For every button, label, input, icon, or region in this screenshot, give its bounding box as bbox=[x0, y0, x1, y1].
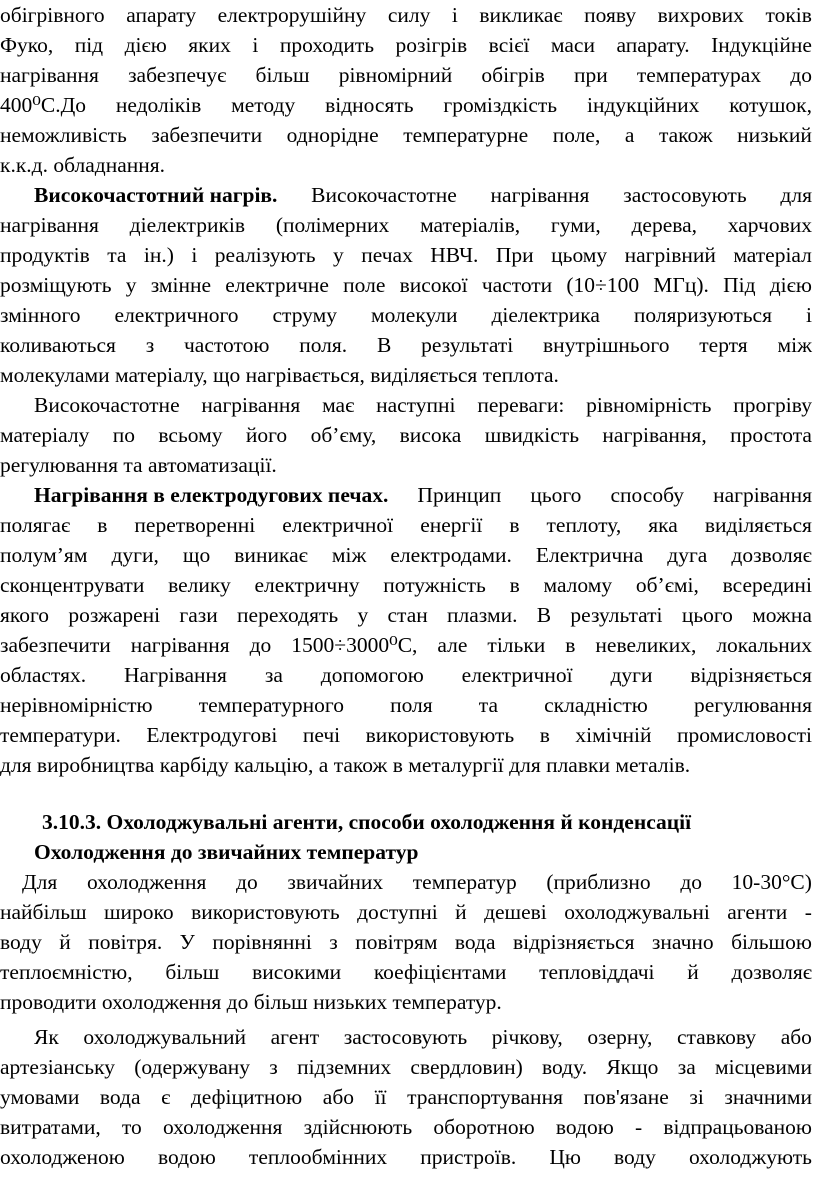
word: неможливість bbox=[0, 123, 127, 147]
text-line bbox=[0, 330, 812, 360]
word: охолодження bbox=[86, 870, 207, 894]
word: нагрівання bbox=[713, 483, 812, 507]
word: оборотною bbox=[433, 1115, 535, 1139]
word: нагрівання bbox=[0, 213, 99, 237]
word: її bbox=[374, 1085, 387, 1109]
word: Цю bbox=[549, 1145, 581, 1169]
word: застосовують bbox=[343, 1025, 468, 1049]
word: швидкість bbox=[484, 423, 580, 447]
word: що bbox=[182, 543, 211, 567]
word: з bbox=[329, 930, 338, 954]
text-line bbox=[0, 897, 812, 927]
word: дуга bbox=[667, 543, 708, 567]
text-line bbox=[0, 210, 812, 240]
text-line bbox=[0, 927, 812, 957]
word: складністю bbox=[544, 693, 648, 717]
word: температурах bbox=[636, 63, 762, 87]
word: виникає bbox=[234, 543, 308, 567]
word: печі bbox=[302, 723, 341, 747]
word: під bbox=[74, 33, 104, 57]
text-line bbox=[0, 300, 812, 330]
word: громіздкість bbox=[443, 93, 558, 117]
word: способу bbox=[610, 483, 684, 507]
word: У bbox=[179, 930, 195, 954]
word: повітрям bbox=[355, 930, 438, 954]
word: відрізняється bbox=[512, 930, 635, 954]
word: й bbox=[455, 900, 467, 924]
word: для bbox=[780, 183, 812, 207]
word: і bbox=[191, 243, 198, 267]
word: відпрацьованою bbox=[663, 1115, 812, 1139]
text-line bbox=[34, 390, 812, 420]
word: нагрівний bbox=[624, 243, 716, 267]
word: охолоджувальні bbox=[564, 900, 710, 924]
word: відрізняється bbox=[690, 663, 812, 687]
word: переходять bbox=[237, 603, 339, 627]
word: ін.) bbox=[143, 243, 174, 267]
word: розміщують bbox=[0, 273, 112, 297]
word: частоти bbox=[481, 273, 553, 297]
word: тільки bbox=[487, 633, 546, 657]
word: 1500÷3000⁰С, bbox=[291, 633, 418, 657]
word: апарату bbox=[126, 3, 197, 27]
word: дозволяє bbox=[731, 543, 812, 567]
word: внутрішнього bbox=[543, 333, 670, 357]
word: температурне bbox=[403, 123, 529, 147]
paragraph-heading: Нагрівання в електродугових печах. bbox=[34, 483, 389, 507]
word: поля. bbox=[299, 333, 348, 357]
text-line bbox=[0, 1142, 812, 1172]
word: якого bbox=[0, 603, 50, 627]
word: і bbox=[252, 33, 259, 57]
word: електричної bbox=[282, 513, 394, 537]
word: зі bbox=[689, 1085, 704, 1109]
word: викликає bbox=[479, 3, 563, 27]
text-line bbox=[22, 867, 812, 897]
word: Принцип bbox=[417, 483, 502, 507]
text-line bbox=[0, 720, 812, 750]
word: в bbox=[539, 723, 550, 747]
word: за bbox=[264, 663, 283, 687]
word: і bbox=[805, 303, 812, 327]
word: Під bbox=[723, 273, 756, 297]
word: можна bbox=[752, 603, 812, 627]
word: забезпечити bbox=[151, 123, 263, 147]
word: гази bbox=[179, 603, 218, 627]
word: температур bbox=[412, 870, 517, 894]
word: низький bbox=[737, 123, 812, 147]
word: гуми, bbox=[550, 213, 601, 237]
word: теплоємністю, bbox=[0, 960, 133, 984]
text-line bbox=[0, 1112, 812, 1142]
word: появу bbox=[584, 3, 637, 27]
word: між bbox=[331, 543, 367, 567]
word: охолоджувальний bbox=[83, 1025, 247, 1049]
word: дозволяє bbox=[731, 960, 812, 984]
word: при bbox=[573, 63, 608, 87]
word: сконцентрувати bbox=[0, 573, 145, 597]
word: озерну, bbox=[587, 1025, 653, 1049]
text-line bbox=[0, 510, 812, 540]
word: Індукційне bbox=[711, 33, 812, 57]
word: з bbox=[145, 333, 155, 357]
word: велику bbox=[168, 573, 231, 597]
word: харчових bbox=[727, 213, 812, 237]
word: - bbox=[634, 1115, 643, 1139]
text-line bbox=[0, 660, 812, 690]
word: електрорушійну bbox=[217, 3, 367, 27]
word: допомогою bbox=[320, 663, 424, 687]
text-line bbox=[34, 180, 812, 210]
word: малому bbox=[543, 573, 613, 597]
word: локальних bbox=[716, 633, 812, 657]
word: цього bbox=[681, 603, 733, 627]
word: воду. bbox=[542, 1055, 588, 1079]
word: охолоджують bbox=[688, 1145, 812, 1169]
word: то bbox=[121, 1115, 142, 1139]
word: в bbox=[97, 513, 108, 537]
word: воду bbox=[614, 1145, 656, 1169]
word: до bbox=[790, 63, 812, 87]
text-line bbox=[0, 1082, 812, 1112]
word: нерівномірністю bbox=[0, 693, 153, 717]
text-line bbox=[0, 30, 812, 60]
word: рівномірний bbox=[338, 63, 453, 87]
word: МГц). bbox=[653, 273, 709, 297]
word: (полімерних bbox=[275, 213, 390, 237]
text-line: к.к.д. обладнання. bbox=[0, 153, 166, 177]
word: з bbox=[269, 1055, 278, 1079]
word: охолодженою bbox=[0, 1145, 125, 1169]
word: теплоту, bbox=[546, 513, 622, 537]
word: Нагрівання bbox=[124, 663, 227, 687]
word: недоліків bbox=[115, 93, 202, 117]
word: відносять bbox=[325, 93, 414, 117]
word: частотою bbox=[183, 333, 270, 357]
word: до bbox=[249, 633, 272, 657]
word: Високочастотне bbox=[34, 393, 180, 417]
word: забезпечити bbox=[0, 633, 111, 657]
word: цього bbox=[530, 483, 582, 507]
word: діелектрика bbox=[491, 303, 600, 327]
word: токів bbox=[765, 3, 812, 27]
word: а bbox=[624, 123, 635, 147]
word: Електродугові bbox=[146, 723, 278, 747]
word: коливаються bbox=[0, 333, 116, 357]
word: значними bbox=[724, 1085, 812, 1109]
word: транспортування bbox=[407, 1085, 563, 1109]
word: і bbox=[451, 3, 458, 27]
word: хімічній bbox=[575, 723, 652, 747]
word: Високочастотне bbox=[311, 183, 457, 207]
word: місцевими bbox=[715, 1055, 812, 1079]
word: в bbox=[509, 573, 520, 597]
word: енергії bbox=[420, 513, 483, 537]
text-line: для виробництва карбіду кальцію, а також в металургії для плавки металів. bbox=[0, 753, 691, 777]
word: підземних bbox=[297, 1055, 392, 1079]
word: температури. bbox=[0, 723, 121, 747]
word: й bbox=[59, 930, 71, 954]
word: дуги, bbox=[111, 543, 159, 567]
word: коефіцієнтами bbox=[373, 960, 507, 984]
word: нагрівання bbox=[490, 183, 590, 207]
word: доступні bbox=[357, 900, 438, 924]
word: між bbox=[777, 333, 812, 357]
word: силу bbox=[387, 3, 431, 27]
word: забезпечує bbox=[128, 63, 227, 87]
word: обігрів bbox=[481, 63, 545, 87]
word: методу bbox=[231, 93, 296, 117]
word: або bbox=[322, 1085, 355, 1109]
word: Як bbox=[34, 1025, 59, 1049]
text-line bbox=[0, 120, 812, 150]
word: у bbox=[357, 603, 369, 627]
word: охолодження bbox=[162, 1115, 283, 1139]
word: При bbox=[495, 243, 534, 267]
word: перетворенні bbox=[134, 513, 256, 537]
word: температурного bbox=[198, 693, 344, 717]
text-line bbox=[34, 1022, 812, 1052]
word: є bbox=[161, 1085, 171, 1109]
word: розігрів bbox=[395, 33, 468, 57]
text-line bbox=[0, 600, 812, 630]
word: індукційних bbox=[586, 93, 700, 117]
word: пристроїв. bbox=[420, 1145, 517, 1169]
word: в bbox=[509, 513, 520, 537]
word: матеріалу bbox=[0, 423, 90, 447]
word: електричного bbox=[114, 303, 239, 327]
word: дією bbox=[769, 273, 812, 297]
word: дуги bbox=[610, 663, 653, 687]
word: НВЧ. bbox=[430, 243, 479, 267]
word: Електрична bbox=[535, 543, 644, 567]
text-line bbox=[0, 570, 812, 600]
word: діелектриків bbox=[129, 213, 246, 237]
word: вихрових bbox=[657, 3, 744, 27]
word: В bbox=[536, 603, 552, 627]
word: вода bbox=[454, 930, 496, 954]
word: більш bbox=[255, 63, 310, 87]
word: виділяється bbox=[704, 513, 812, 537]
word: печах bbox=[361, 243, 413, 267]
word: високими bbox=[252, 960, 342, 984]
word: Фуко, bbox=[0, 33, 54, 57]
word: електричної bbox=[461, 663, 573, 687]
word: має bbox=[322, 393, 355, 417]
word: здійснюють bbox=[303, 1115, 413, 1139]
word: регулювання bbox=[693, 693, 812, 717]
word: також bbox=[658, 123, 713, 147]
word: повітря. bbox=[88, 930, 163, 954]
word: водою bbox=[157, 1145, 216, 1169]
word: проходить bbox=[279, 33, 375, 57]
word: наступні bbox=[376, 393, 456, 417]
word: нагрівання bbox=[0, 63, 99, 87]
word: дією bbox=[124, 33, 167, 57]
word: пов'язане bbox=[583, 1085, 669, 1109]
word: всієї bbox=[488, 33, 530, 57]
word: матеріал bbox=[733, 243, 812, 267]
word: стан bbox=[387, 603, 428, 627]
word: по bbox=[112, 423, 135, 447]
word: результаті bbox=[421, 333, 514, 357]
text-line bbox=[0, 1052, 812, 1082]
word: більш bbox=[165, 960, 220, 984]
word: воду bbox=[0, 930, 42, 954]
word: апарату. bbox=[616, 33, 690, 57]
word: дешеві bbox=[484, 900, 547, 924]
word: його bbox=[245, 423, 288, 447]
word: змінне bbox=[150, 273, 212, 297]
text-line bbox=[34, 480, 812, 510]
word: умовами bbox=[0, 1085, 80, 1109]
text-line bbox=[0, 0, 812, 30]
word: ставкову bbox=[676, 1025, 757, 1049]
word: - bbox=[804, 900, 812, 924]
word: (приблизно bbox=[546, 870, 651, 894]
word: поле bbox=[343, 273, 386, 297]
word: нагрівання bbox=[130, 633, 230, 657]
word: яких bbox=[188, 33, 231, 57]
word: реалізують bbox=[214, 243, 316, 267]
paragraph-heading: Високочастотний нагрів. bbox=[34, 183, 278, 207]
word: 400⁰С.До bbox=[0, 93, 86, 117]
word: річкову, bbox=[491, 1025, 563, 1049]
text-line bbox=[0, 957, 812, 987]
word: висока bbox=[399, 423, 462, 447]
word: переваги: bbox=[477, 393, 565, 417]
word: в bbox=[565, 633, 576, 657]
word: але bbox=[437, 633, 468, 657]
word: поляризуються bbox=[633, 303, 772, 327]
subsection-title: Охолодження до звичайних температур bbox=[34, 840, 419, 864]
word: промисловості bbox=[677, 723, 812, 747]
text-line bbox=[0, 630, 812, 660]
word: всередині bbox=[722, 573, 812, 597]
word: у bbox=[333, 243, 344, 267]
word: водою bbox=[555, 1115, 614, 1139]
word: застосовують bbox=[623, 183, 747, 207]
word: результаті bbox=[570, 603, 663, 627]
word: артезіанську bbox=[0, 1055, 115, 1079]
text-line bbox=[0, 540, 812, 570]
word: порівнянні bbox=[212, 930, 312, 954]
word: розжарені bbox=[68, 603, 161, 627]
word: поля bbox=[390, 693, 433, 717]
word: за bbox=[677, 1055, 696, 1079]
word: однорідне bbox=[286, 123, 379, 147]
word: тепловіддачі bbox=[539, 960, 655, 984]
word: нагрівання bbox=[201, 393, 301, 417]
word: змінного bbox=[0, 303, 81, 327]
word: електричну bbox=[254, 573, 360, 597]
word: теплообмінних bbox=[248, 1145, 388, 1169]
word: широко bbox=[103, 900, 174, 924]
word: котушок, bbox=[729, 93, 812, 117]
word: до bbox=[236, 870, 258, 894]
word: у bbox=[125, 273, 137, 297]
word: свердловин) bbox=[410, 1055, 523, 1079]
word: матеріалів, bbox=[420, 213, 521, 237]
text-line: регулювання та автоматизації. bbox=[0, 453, 277, 477]
word: використовують bbox=[365, 723, 515, 747]
word: молекули bbox=[370, 303, 458, 327]
word: використовують bbox=[191, 900, 340, 924]
section-title: 3.10.3. Охолоджувальні агенти, способи охолодження й конденсації bbox=[42, 810, 692, 834]
word: й bbox=[687, 960, 699, 984]
word: нагрівання, bbox=[602, 423, 707, 447]
word: високої bbox=[399, 273, 468, 297]
word: Якщо bbox=[606, 1055, 659, 1079]
text-line bbox=[0, 240, 812, 270]
word: рівномірність bbox=[586, 393, 712, 417]
word: об’єму, bbox=[310, 423, 377, 447]
word: дерева, bbox=[631, 213, 698, 237]
word: та bbox=[478, 693, 498, 717]
word: обігрівного bbox=[0, 3, 105, 27]
word: струму bbox=[272, 303, 337, 327]
word: та bbox=[107, 243, 127, 267]
word: 10-30°С) bbox=[731, 870, 812, 894]
word: електричне bbox=[225, 273, 329, 297]
word: об’ємі, bbox=[635, 573, 699, 597]
word: дефіцитною bbox=[190, 1085, 303, 1109]
text-line bbox=[0, 270, 812, 300]
word: продуктів bbox=[0, 243, 90, 267]
word: до bbox=[680, 870, 703, 894]
word: або bbox=[780, 1025, 812, 1049]
word: вода bbox=[99, 1085, 141, 1109]
word: електродами. bbox=[390, 543, 512, 567]
word: тертя bbox=[699, 333, 748, 357]
word: прогріву bbox=[733, 393, 812, 417]
word: потужність bbox=[383, 573, 486, 597]
word: В bbox=[376, 333, 392, 357]
word: більшою bbox=[731, 930, 812, 954]
word: яка bbox=[648, 513, 678, 537]
word: агенти bbox=[727, 900, 788, 924]
word: звичайних bbox=[287, 870, 384, 894]
word: значно bbox=[651, 930, 714, 954]
word: невеликих, bbox=[595, 633, 697, 657]
text-line: проводити охолодження до більш низьких температур. bbox=[0, 990, 502, 1014]
word: (одержувану bbox=[134, 1055, 251, 1079]
word: витратами, bbox=[0, 1115, 101, 1139]
word: найбільш bbox=[0, 900, 87, 924]
word: агент bbox=[270, 1025, 320, 1049]
text-line bbox=[0, 90, 812, 120]
text-line bbox=[0, 60, 812, 90]
text-line bbox=[0, 690, 812, 720]
word: поле, bbox=[552, 123, 601, 147]
word: плазми. bbox=[447, 603, 518, 627]
text-line bbox=[0, 420, 812, 450]
word: Для bbox=[22, 870, 58, 894]
word: цьому bbox=[551, 243, 608, 267]
word: областях. bbox=[0, 663, 87, 687]
word: всьому bbox=[158, 423, 223, 447]
word: полум’ям bbox=[0, 543, 88, 567]
word: (10÷100 bbox=[566, 273, 640, 297]
word: полягає bbox=[0, 513, 71, 537]
text-line: молекулами матеріалу, що нагрівається, виділяється теплота. bbox=[0, 363, 559, 387]
word: простота bbox=[730, 423, 812, 447]
word: маси bbox=[550, 33, 595, 57]
